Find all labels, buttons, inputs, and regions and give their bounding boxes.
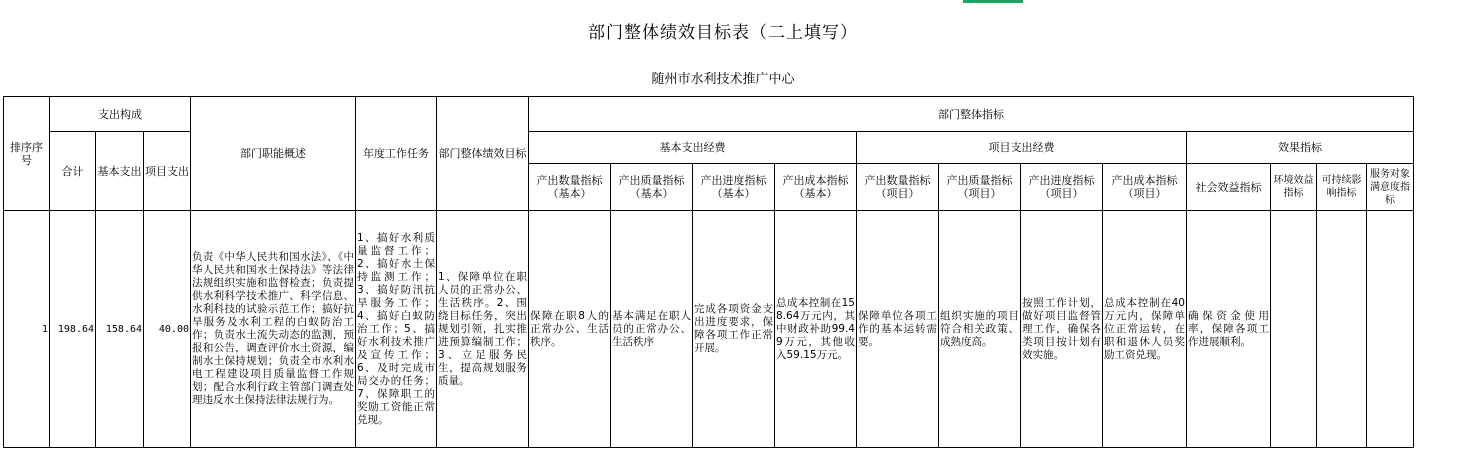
header-env[interactable]: 环境效益指标 [1271, 164, 1317, 211]
cell-progress-basic[interactable]: 完成各项资金支出进度要求，保障各项工作正常开展。 [693, 211, 775, 448]
cell-qty-basic[interactable]: 保障在职8人的正常办公、生活秩序。 [529, 211, 611, 448]
cell-sustain[interactable] [1317, 211, 1367, 448]
page-title: 部门整体绩效目标表（二上填写） [588, 23, 858, 43]
header-seq[interactable]: 排序序号 [4, 97, 50, 211]
cell-cost-basic[interactable]: 总成本控制在158.64万元内，其中财政补助99.49万元，其他收入59.15万元。 [775, 211, 857, 448]
header-progress-project[interactable]: 产出进度指标（项目） [1021, 164, 1103, 211]
header-basic[interactable]: 基本支出 [96, 132, 144, 211]
header-target[interactable]: 部门整体绩效目标 [437, 97, 529, 211]
cell-social[interactable]: 确保资金使用率，保障各项工作进展顺利。 [1187, 211, 1271, 448]
header-basic-funds[interactable]: 基本支出经费 [529, 132, 857, 164]
cell-cost-project[interactable]: 总成本控制在40万元内，保障单位正常运转，在职和退休人员奖励工资兑现。 [1103, 211, 1187, 448]
header-quality-project[interactable]: 产出质量指标（项目） [939, 164, 1021, 211]
header-quality-basic[interactable]: 产出质量指标（基本） [611, 164, 693, 211]
cell-satisfaction[interactable] [1367, 211, 1414, 448]
header-qty-basic[interactable]: 产出数量指标（基本） [529, 164, 611, 211]
cell-total[interactable]: 198.64 [50, 211, 96, 448]
header-social[interactable]: 社会效益指标 [1187, 164, 1271, 211]
header-total[interactable]: 合计 [50, 132, 96, 211]
header-effect[interactable]: 效果指标 [1187, 132, 1414, 164]
header-qty-project[interactable]: 产出数量指标（项目） [857, 164, 939, 211]
cell-quality-project[interactable]: 组织实施的项目符合相关政策、成熟度高。 [939, 211, 1021, 448]
selection-indicator [963, 0, 1023, 3]
cell-target[interactable]: 1、保障单位在职人员的正常办公、生活秩序。2、围绕目标任务，突出规划引领，扎实推进预算编制工作；3、立足服务民生，提高规划服务质量。 [437, 211, 529, 448]
header-project[interactable]: 项目支出 [144, 132, 191, 211]
header-satisfaction[interactable]: 服务对象满意度指标 [1367, 164, 1414, 211]
cell-annual-tasks[interactable]: 1、搞好水利质量监督工作；2、搞好水土保持监测工作；3、搞好防汛抗旱服务工作；4、搞好白蚁防治工作；5、搞好水利技术推广及宣传工作；6、及时完成市局交办的任务；7、保障职工的奖励工资能正常兑现。 [356, 211, 437, 448]
header-cost-project[interactable]: 产出成本指标（项目） [1103, 164, 1187, 211]
cell-qty-project[interactable]: 保障单位各项工作的基本运转需要。 [857, 211, 939, 448]
header-project-funds[interactable]: 项目支出经费 [857, 132, 1187, 164]
header-sustain[interactable]: 可持续影响指标 [1317, 164, 1367, 211]
cell-basic[interactable]: 158.64 [96, 211, 144, 448]
cell-project[interactable]: 40.00 [144, 211, 191, 448]
performance-table [3, 96, 1414, 448]
header-annual-tasks[interactable]: 年度工作任务 [356, 97, 437, 211]
header-cost-basic[interactable]: 产出成本指标（基本） [775, 164, 857, 211]
cell-progress-project[interactable]: 按照工作计划，做好项目监督管理工作，确保各类项目按计划有效实施。 [1021, 211, 1103, 448]
header-indicators[interactable]: 部门整体指标 [529, 97, 1414, 132]
cell-duty[interactable]: 负责《中华人民共和国水法》、《中华人民共和国水土保持法》等法律法规组织实施和监督检查；负责提供水利科学技术推广、科学信息、水利科技的试验示范工作；搞好抗旱服务及水利工程的白蚁防治工作；负责水土流失动态的监测，预报和公告，调查评价水土资源，编制水土保持规划；负责全市水利水电工程建设项目质量监督工作规划；配合水利行政主管部门调查处理违反水土保持法律法规行为。 [191, 211, 356, 448]
cell-seq[interactable]: 1 [4, 211, 50, 448]
cell-quality-basic[interactable]: 基本满足在职人员的正常办公、生活秩序 [611, 211, 693, 448]
header-duty[interactable]: 部门职能概述 [191, 97, 356, 211]
header-spending[interactable]: 支出构成 [50, 97, 191, 132]
organization-name: 随州市水利技术推广中心 [651, 72, 795, 87]
header-progress-basic[interactable]: 产出进度指标（基本） [693, 164, 775, 211]
cell-env[interactable] [1271, 211, 1317, 448]
